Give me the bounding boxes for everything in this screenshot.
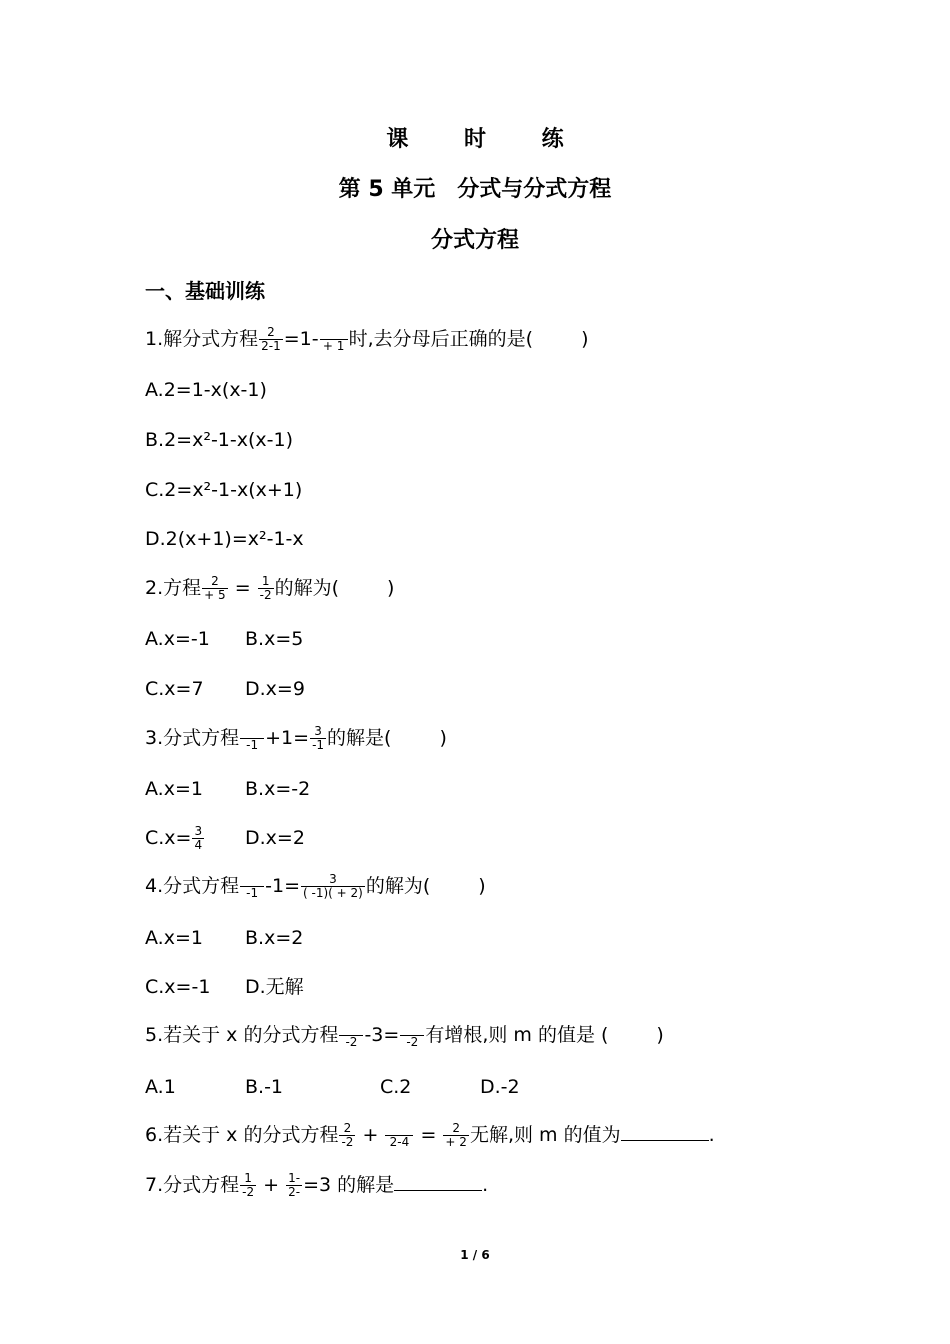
question-2 xyxy=(145,575,394,602)
q4-fraction-2: $\frac{3}{( -1)( + 2)}$ xyxy=(303,872,363,900)
q2-options-row-1 xyxy=(145,626,303,652)
q1-prefix: 1.解分式方程 xyxy=(145,328,259,350)
q7-end: . xyxy=(482,1174,489,1196)
q2-options-row-2 xyxy=(145,676,305,702)
q4-mid: -1= xyxy=(265,875,301,897)
q2-suffix: 的解为( xyxy=(274,577,340,599)
q6-fraction-2: 2-4 xyxy=(385,1122,413,1149)
q7-plus: + xyxy=(257,1174,286,1196)
q2-option-a: A.x=-1 xyxy=(145,628,210,650)
q1-fraction-1: $\frac{2}{2-1}$ xyxy=(261,325,281,353)
q4-option-c: C.x=-1 xyxy=(145,976,211,998)
q2-close: ) xyxy=(387,577,395,599)
q3-option-b: B.x=-2 xyxy=(245,778,311,800)
q7-fraction-1: $\frac{1}{-2}$ xyxy=(242,1171,255,1199)
q6-end: . xyxy=(708,1124,715,1146)
q3-option-c: C.x= $\frac{3}{4}$ xyxy=(145,824,203,852)
q4-suffix: 的解为( xyxy=(365,875,431,897)
q2-option-d: D.x=9 xyxy=(245,678,305,700)
question-5 xyxy=(145,1022,664,1049)
q1-fraction-2: + 1 xyxy=(320,326,348,353)
q3-options-row-1 xyxy=(145,776,310,802)
q4-option-a: A.x=1 xyxy=(145,927,203,949)
q5-option-c: C.2 xyxy=(380,1076,412,1098)
q5-fraction-2: -2 xyxy=(400,1022,424,1049)
q3-prefix: 3.分式方程 xyxy=(145,727,240,749)
unit-title: 第 5 单元 分式与分式方程 xyxy=(338,177,612,202)
q4-option-b: B.x=2 xyxy=(245,927,304,949)
q7-prefix: 7.分式方程 xyxy=(145,1174,240,1196)
q4-close: ) xyxy=(478,875,486,897)
q2-fraction-2: $\frac{1}{-2}$ xyxy=(259,574,272,602)
q4-options-row-2 xyxy=(145,974,304,1000)
q1-option-b: B.2=x²-1-x(x-1) xyxy=(145,429,294,451)
page-number: 1 / 6 xyxy=(460,1248,490,1262)
q5-prefix: 5.若关于 x 的分式方程 xyxy=(145,1024,339,1046)
fill-in-blank xyxy=(621,1122,709,1141)
q1-close: ) xyxy=(581,328,589,350)
section-heading: 一、基础训练 xyxy=(145,279,265,303)
q2-option-c: C.x=7 xyxy=(145,678,204,700)
q5-fraction-1: -2 xyxy=(339,1022,363,1049)
q5-suffix: 有增根,则 m 的值是 ( xyxy=(425,1024,609,1046)
topic-title: 分式方程 xyxy=(430,228,519,253)
q6-fraction-3: $\frac{2}{+ 2}$ xyxy=(445,1121,467,1149)
q7-fraction-2: $\frac{1-}{2-}$ xyxy=(288,1171,301,1199)
q6-prefix: 6.若关于 x 的分式方程 xyxy=(145,1124,339,1146)
q4-fraction-1: -1 xyxy=(240,873,264,900)
q4-options-row-1 xyxy=(145,925,303,951)
question-4 xyxy=(145,873,486,900)
q3-suffix: 的解是( xyxy=(327,727,392,749)
q5-option-b: B.-1 xyxy=(245,1076,284,1098)
q4-option-d: D.无解 xyxy=(245,976,304,998)
q6-suffix: 无解,则 m 的值为 xyxy=(469,1124,621,1146)
question-7 xyxy=(145,1172,488,1199)
q3-close: ) xyxy=(439,727,447,749)
q1-option-a: A.2=1-x(x-1) xyxy=(145,379,267,401)
q5-close: ) xyxy=(656,1024,664,1046)
q5-option-d: D.-2 xyxy=(480,1076,520,1098)
q3-fraction-2: $\frac{3}{-1}$ xyxy=(312,724,325,752)
q2-mid: = xyxy=(228,577,257,599)
q1-suffix: 时,去分母后正确的是( xyxy=(348,328,534,350)
page-title: 课 时 练 xyxy=(386,127,588,152)
q6-eq: = xyxy=(414,1124,443,1146)
q3-option-d: D.x=2 xyxy=(245,827,305,849)
question-3 xyxy=(145,725,447,752)
q1-option-c: C.2=x²-1-x(x+1) xyxy=(145,479,303,501)
fill-in-blank xyxy=(394,1172,482,1191)
question-6 xyxy=(145,1122,715,1149)
q1-option-d: D.2(x+1)=x²-1-x xyxy=(145,528,304,550)
q1-mid: =1- xyxy=(283,328,319,350)
q5-options-row xyxy=(145,1074,520,1100)
q7-suffix: =3 的解是 xyxy=(303,1174,395,1196)
q3-mid: +1= xyxy=(265,727,310,749)
q4-prefix: 4.分式方程 xyxy=(145,875,240,897)
question-1 xyxy=(145,326,589,353)
q6-plus: + xyxy=(356,1124,385,1146)
q5-option-a: A.1 xyxy=(145,1076,176,1098)
q2-fraction-1: $\frac{2}{+ 5}$ xyxy=(204,574,226,602)
q2-option-b: B.x=5 xyxy=(245,628,304,650)
q2-prefix: 2.方程 xyxy=(145,577,202,599)
q5-mid: -3= xyxy=(364,1024,400,1046)
q3-fraction-1: -1 xyxy=(240,725,264,752)
q6-fraction-1: $\frac{2}{-2}$ xyxy=(341,1121,354,1149)
q3-option-a: A.x=1 xyxy=(145,778,203,800)
q3-options-row-2 xyxy=(145,825,305,852)
